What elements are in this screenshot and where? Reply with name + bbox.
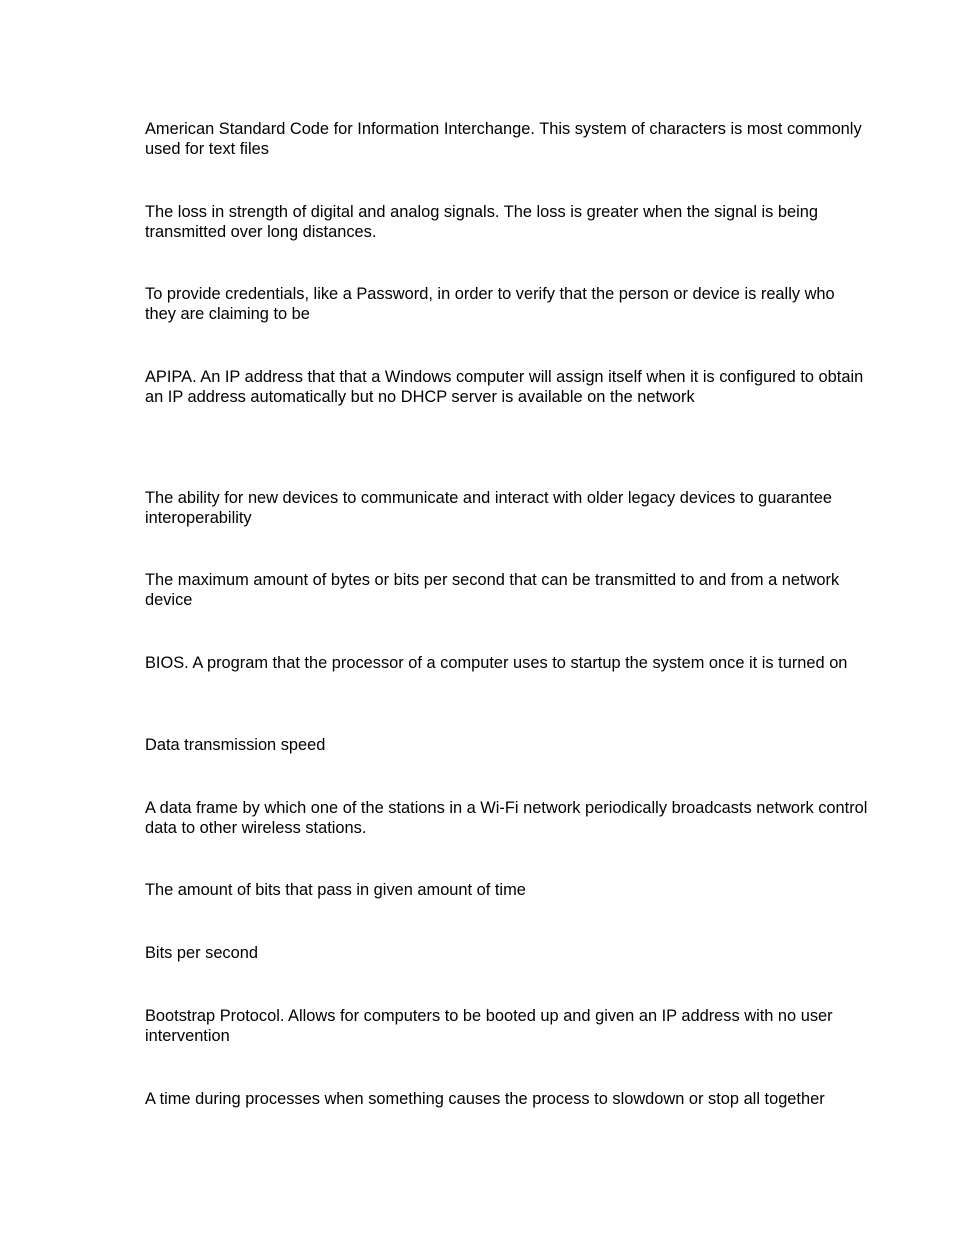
definition-bps: Bits per second	[145, 944, 258, 962]
definition-backward-compatibility: The ability for new devices to communicate and interact with older legacy devices to guarantee interoperability	[145, 489, 832, 527]
definition-attenuation: The loss in strength of digital and analog signals. The loss is greater when the signal is being transmitted over long distances.	[145, 203, 819, 241]
definition-bottleneck: A time during processes when something causes the process to slowdown or stop all together	[145, 1090, 825, 1108]
definition-bootp: Bootstrap Protocol. Allows for computers to be booted up and given an IP address with no user intervention	[145, 1007, 833, 1045]
definition-beacon-frame: A data frame by which one of the stations in a Wi-Fi network periodically broadcasts network control data to other wireless stations.	[145, 799, 868, 837]
definition-bandwidth: The maximum amount of bytes or bits per second that can be transmitted to and from a network device	[145, 571, 840, 609]
definition-apipa: APIPA. An IP address that that a Windows computer will assign itself when it is configured to obtain an IP address automatically but no DHCP server is available on the network	[145, 368, 864, 406]
definition-bit-rate: The amount of bits that pass in given amount of time	[145, 881, 526, 899]
definition-authentication: To provide credentials, like a Password, in order to verify that the person or device is really who they are claiming to be	[145, 285, 835, 323]
definition-baud-rate: Data transmission speed	[145, 736, 326, 754]
definition-ascii: American Standard Code for Information Interchange. This system of characters is most commonly used for text files	[145, 120, 862, 158]
definition-bios: BIOS. A program that the processor of a computer uses to startup the system once it is turned on	[145, 654, 848, 672]
